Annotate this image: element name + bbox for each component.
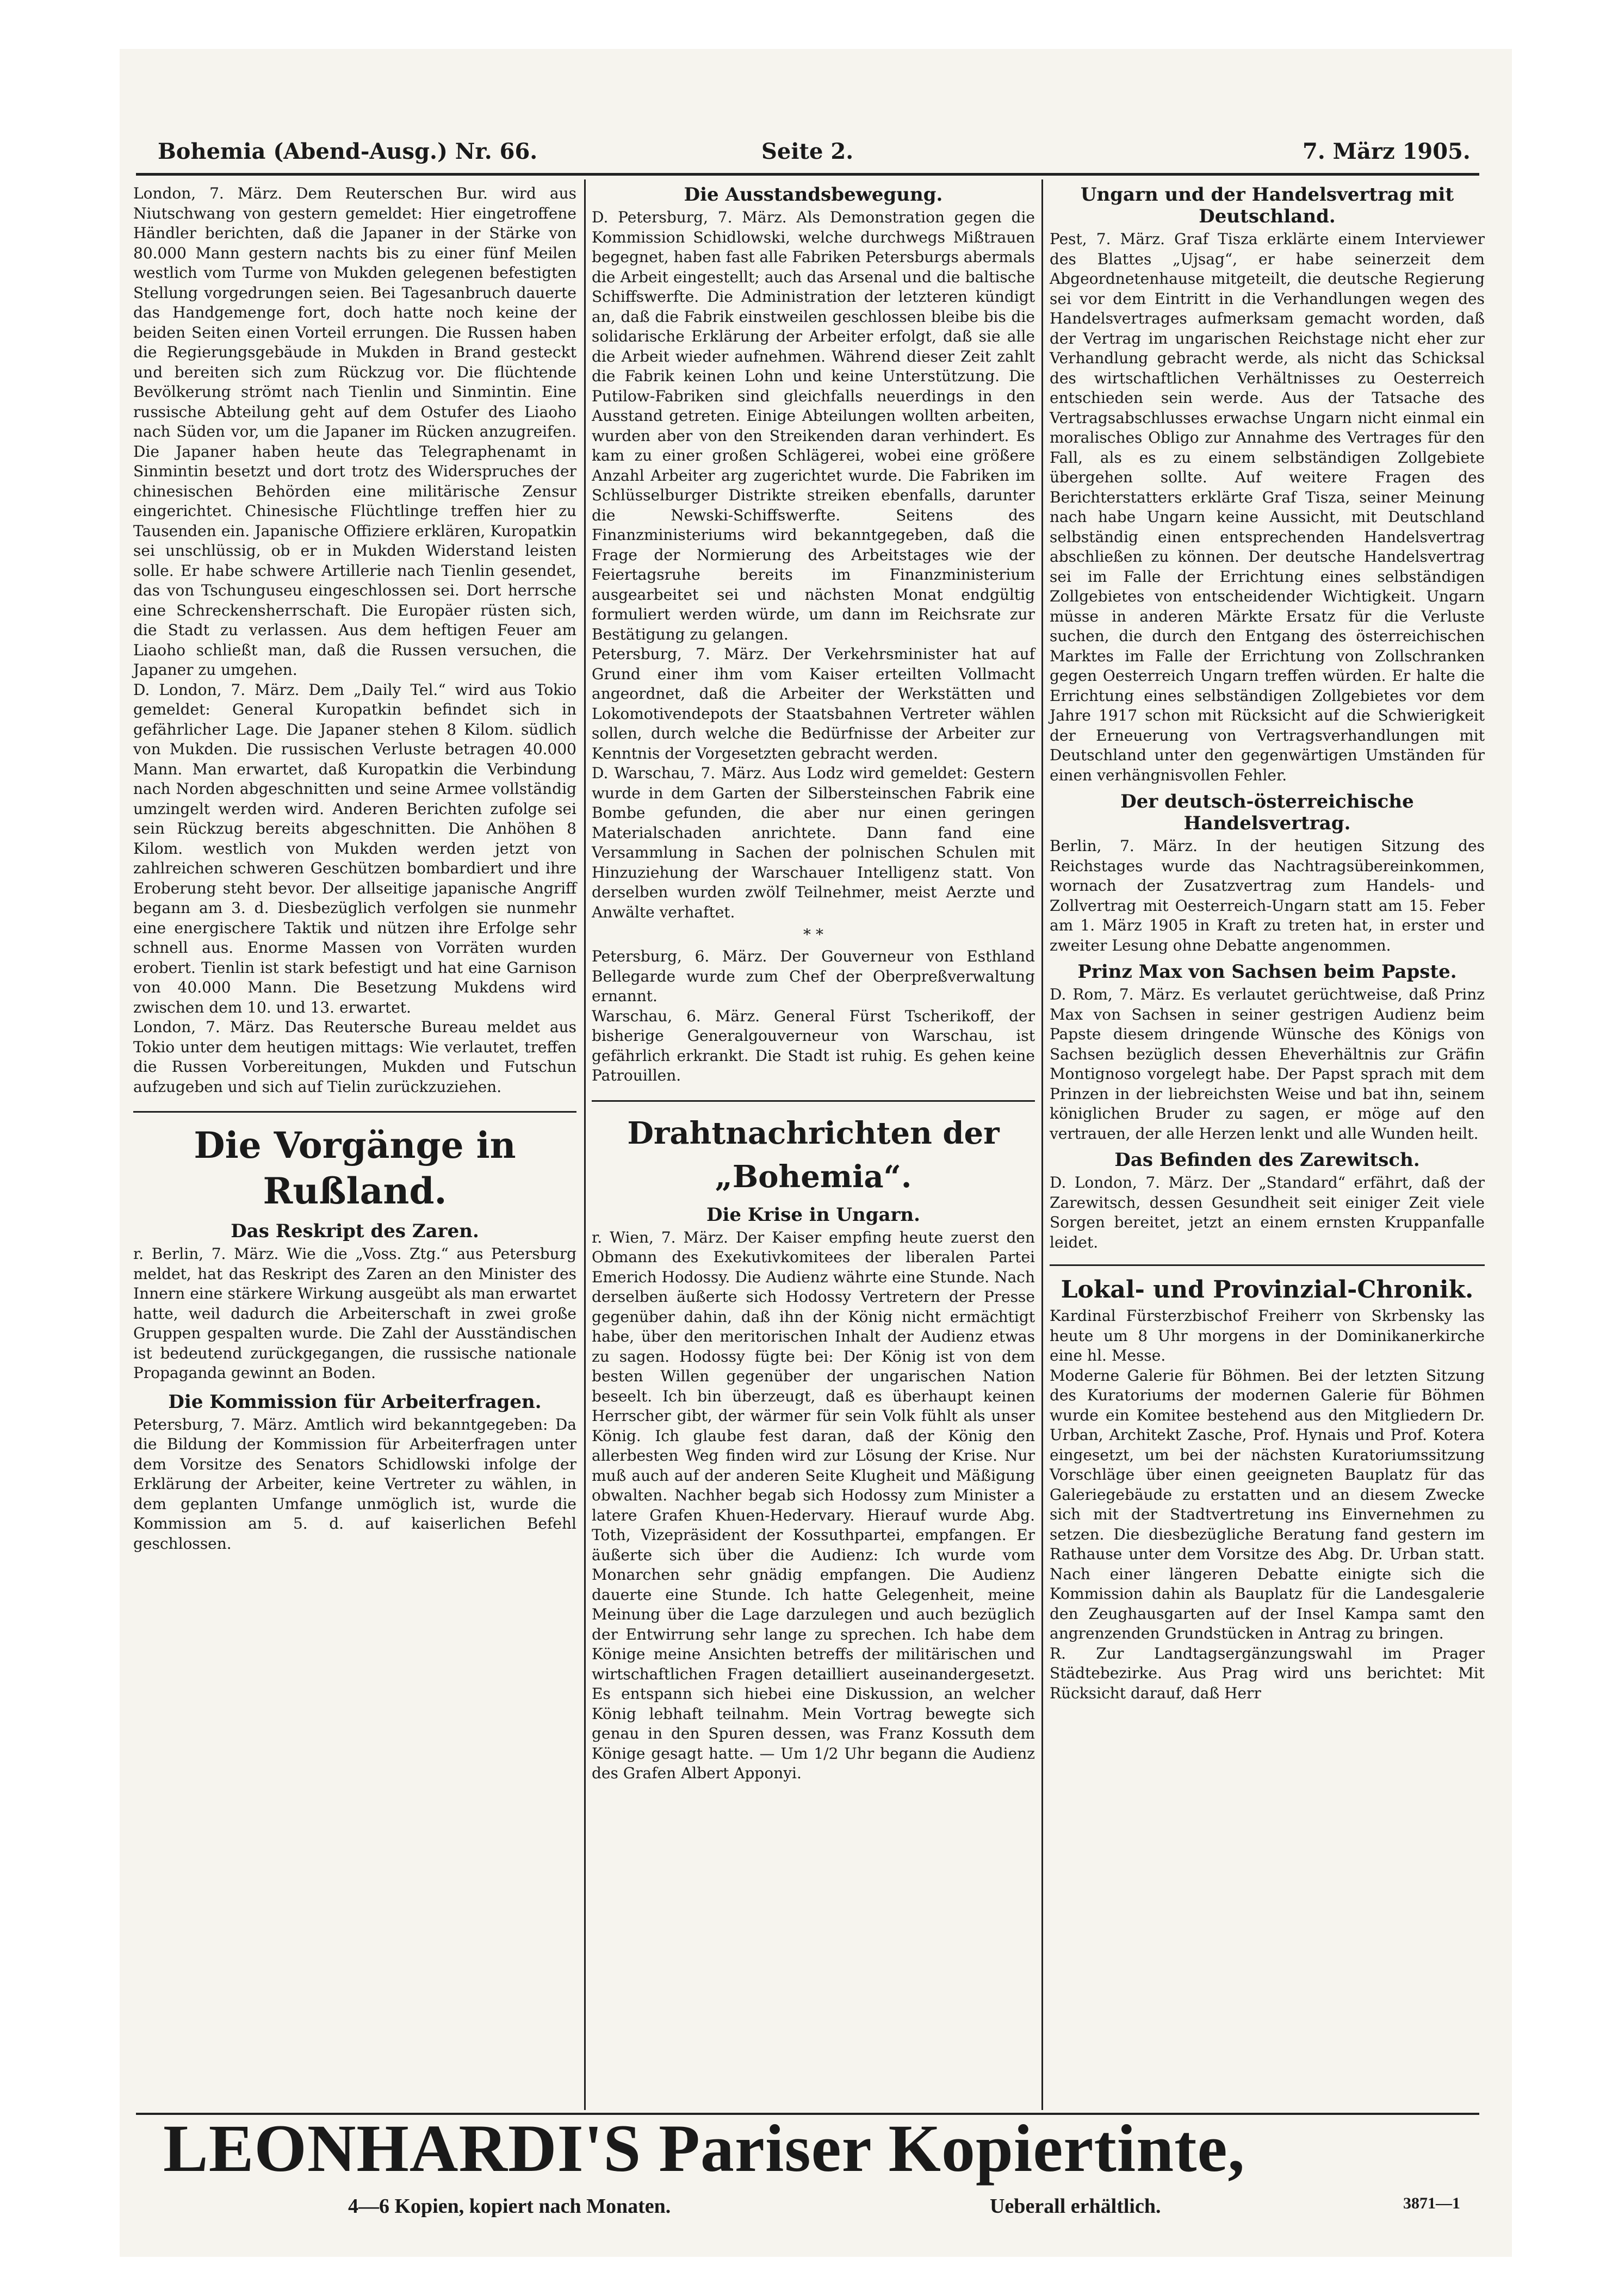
article-berlin-reskript: r. Berlin, 7. März. Wie die „Voss. Ztg.“ aus Petersburg meldet, hat das Reskript des Zaren an den Minister des Innern eine stärkere Wirkung ausgeübt als man erwartet hatte, weil dadurch die Arbeiterschaft in zwei große Gruppen gespalten wurde. Die Zahl der Ausständischen ist bedeutend zurückgegangen, die russische nationale Propaganda gewinnt an Boden.: [133, 1245, 576, 1382]
article-landtagswahl: R. Zur Landtagsergänzungswahl im Prager Städtebezirke. Aus Prag wird uns berichtet: Mit Rücksicht darauf, daß Herr: [1050, 1644, 1485, 1702]
section-heading-russia: Die Vorgänge in Rußland.: [194, 1124, 516, 1212]
section-heading-drahtnachrichten: Drahtnachrichten der „Bohemia“.: [627, 1115, 1000, 1195]
column-1: [133, 184, 576, 1554]
article-warschau-general: Warschau, 6. März. General Fürst Tscherikoff, der bisherige Generalgouverneur von Warschau, ist gefährlich erkrankt. Die Stadt ist ruhig. Es gehen keine Patrouillen.: [592, 1007, 1035, 1084]
section-divider: [592, 1100, 1035, 1102]
subheading-krise-ungarn: Die Krise in Ungarn.: [706, 1203, 920, 1226]
article-london-niutschwang: London, 7. März. Dem Reuterschen Bur. wird aus Niutschwang von gestern gemeldet: Hier eingetroffene Händler berichten, daß die Japaner in der Stärke von 80.000 Mann gestern nachts bis zu einer fünf Meilen westlich vom Turme von Mukden gelegenen befestigten Stellung vorgedrungen seien. Bei Tagesanbruch dauerte das Handgemenge fort, doch hatte noch keine der beiden Seiten einen Vorteil errungen. Die Russen haben die Regierungsgebäude in Mukden in Brand gesteckt und bereiten sich zum Rückzug vor. Die flüchtende Bevölkerung strömt nach Tienlin und Sinmintin. Eine russische Abteilung geht auf dem Ostufer des Liaoho nach Süden vor, um die Japaner im Rücken anzugreifen. Die Japaner haben heute das Telegraphenamt in Sinmintin besetzt und dort trotz des Widerspruches der chinesischen Behörden eine militärische Zensur eingerichtet. Chinesische Flüchtlinge treffen hier zu Tausenden ein. Japanische Offiziere erklären, Kuropatkin sei unschlüssig, ob er in Mukden Widerstand leisten solle. Er habe schwere Artillerie nach Tienlin gesendet, das von Tschunguseu eingeschlossen sei. Dort herrsche eine Schreckensherrschaft. Die Europäer rüsten sich, die Stadt zu verlassen. Aus dem heftigen Feuer am Liaoho schließt man, daß die Russen versuchen, die Japaner zu umgehen.: [133, 184, 576, 679]
column-2: [592, 184, 1035, 1784]
advert-availability: Ueberall erhältlich.: [990, 2195, 1161, 2218]
column-divider-1: [584, 179, 586, 2110]
article-warschau-lodz: D. Warschau, 7. März. Aus Lodz wird gemeldet: Gestern wurde in dem Garten der Silbersteinschen Fabrik eine Bombe gefunden, die aber nur einen geringen Materialschaden anrichtete. Dann fand eine Versammlung in Sachen der polnischen Schulen mit Hinzuziehung der Warschauer Intelligenz statt. Von derselben wurden zwölf Teilnehmer, meist Aerzte und Anwälte verhaftet.: [592, 764, 1035, 921]
subheading-ungarn-handelsvertrag: Ungarn und der Handelsvertrag mit Deutschland.: [1080, 184, 1454, 227]
subheading-kommission: Die Kommission für Arbeiterfragen.: [168, 1391, 542, 1413]
section-heading-lokal-chronik: Lokal- und Provinzial-Chronik.: [1061, 1276, 1474, 1304]
issue-date: 7. März 1905.: [1303, 139, 1471, 164]
section-divider: [1050, 1264, 1485, 1266]
header-rule: [136, 173, 1479, 176]
article-moderne-galerie: Moderne Galerie für Böhmen. Bei der letzten Sitzung des Kuratoriums der modernen Galerie für Böhmen wurde ein Komitee bestehend aus den Mitgliedern Dr. Urban, Architekt Zasche, Prof. Hynais und Prof. Kotera eingesetzt, um bei der nächsten Kuratoriumssitzung Vorschläge über einen geeigneten Bauplatz für das Galeriegebäude zu erstatten und an diesem Zwecke sich mit der Stadtvertretung ins Einvernehmen zu setzen. Die diesbezügliche Beratung fand gestern im Rathause unter dem Vorsitze des Abg. Dr. Urban statt. Nach einer längeren Debatte einigte sich die Kommission dahin als Bauplatz für die Landesgalerie den Zeughausgarten auf der Insel Kampa samt den angrenzenden Grundstücken in Antrag zu bringen.: [1050, 1366, 1485, 1642]
separator-stars: * *: [803, 926, 823, 944]
subheading-deutsch-oesterreichisch: Der deutsch-österreichische Handelsvertrag.: [1120, 791, 1414, 834]
masthead-issue: Bohemia (Abend-Ausg.) Nr. 66.: [158, 139, 538, 164]
article-wien-audienz: r. Wien, 7. März. Der Kaiser empfing heute zuerst den Obmann des Exekutivkomitees der liberalen Partei Emerich Hodossy. Die Audienz währte eine Stunde. Nach derselben äußerte sich Hodossy Vertretern der Presse gegenüber dahin, daß ihn der König nicht ermächtigt habe, über den meritorischen Inhalt der Audienz etwas zu sagen. Hodossy fügte bei: Der König ist von dem besten Willen gegenüber der ungarischen Nation beseelt. Ich bin überzeugt, daß es überhaupt keinen Herrscher gibt, der wärmer für sein Volk fühlt als unser König. Ich glaube fest daran, daß der König den allerbesten Weg finden wird zur Lösung der Krise. Nur muß auch auf der anderen Seite Klugheit und Mäßigung obwalten. Nachher begab sich Hodossy zum Minister a latere Grafen Khuen-Hedervary. Hierauf wurde Abg. Toth, Vizepräsident der Kossuthpartei, empfangen. Er äußerte sich über die Audienz: Ich wurde vom Monarchen sehr gnädig empfangen. Die Audienz dauerte eine Stunde. Ich hatte Gelegenheit, meine Meinung über die Lage darzulegen und auch bezüglich der Entwirrung sehr lange zu sprechen. Ich habe dem Könige meine Ansichten betreffs der militärischen und wirtschaftlichen Fragen detailliert auseinandergesetzt. Es entspann sich hiebei eine Diskussion, an welcher König lebhaft teilnahm. Mein Vortrag bewegte sich genau in den Spuren dessen, was Franz Kossuth dem Könige gesagt hatte. — Um 1/2 Uhr begann die Audienz des Grafen Albert Apponyi.: [592, 1228, 1035, 1782]
article-london-zarewitsch: D. London, 7. März. Der „Standard“ erfährt, daß der Zarewitsch, dessen Gesundheit seit einiger Zeit viele Sorgen bereitet, jetzt an einem ernsten Kruppanfalle leidet.: [1050, 1174, 1485, 1251]
article-berlin-reichstag: Berlin, 7. März. In der heutigen Sitzung des Reichstages wurde das Nachtragsübereinkommen, wornach der Zusatzvertrag zum Handels- und Zollvertrag mit Oesterreich-Ungarn statt am 15. Feber am 1. März 1905 in Kraft zu treten hat, in erster und zweiter Lesung ohne Debatte angenommen.: [1050, 837, 1485, 954]
subheading-prinz-max: Prinz Max von Sachsen beim Papste.: [1077, 961, 1457, 983]
advert-copies-note: 4—6 Kopien, kopiert nach Monaten.: [348, 2195, 671, 2218]
article-pest-tisza: Pest, 7. März. Graf Tisza erklärte einem Interviewer des Blattes „Ujsag“, er habe seinerzeit dem Abgeordnetenhause mitgeteilt, die deutsche Regierung sei vor dem Eintritt in die Verhandlungen wegen des Handelsvertrages aufmerksam gemacht worden, daß der Vertrag im ungarischen Reichstage nicht eher zur Verhandlung gebracht werde, als nicht das Schicksal des wirtschaftlichen Verhältnisses zu Oesterreich entschieden sein werde. Aus der Tatsache des Vertragsabschlusses erwachse Ungarn nicht einmal ein moralisches Obligo zur Annahme des Vertrages für den Fall, als es zu einem selbständigen Zollgebiete übergehen sollte. Auf weitere Fragen des Berichterstatters erklärte Graf Tisza, seiner Meinung nach habe Ungarn keine Aussicht, mit Deutschland selbständig einen entsprechenden Handelsvertrag abschließen zu können. Der deutsche Handelsvertrag sei im Falle der Errichtung eines selbständigen Zollgebietes von entscheidender Wichtigkeit. Ungarn müsse in anderen Märkte Ersatz für die Verluste suchen, die durch den Entgang des österreichischen Marktes im Falle der Errichtung von Zollschranken gegen Oesterreich Ungarn treffen würden. Er halte die Errichtung eines selbständigen Zollgebietes vor dem Jahre 1917 schon mit Rücksicht auf die Schwierigkeit der Erneuerung von Vertragsverhandlungen mit Deutschland unter den gegenwärtigen Umständen für einen verhängnisvollen Fehler.: [1050, 230, 1485, 784]
article-petersburg-demonstration: D. Petersburg, 7. März. Als Demonstration gegen die Kommission Schidlowski, welche durchwegs Mißtrauen begegnet, haben fast alle Fabriken Petersburgs abermals die Arbeit eingestellt; auch das Arsenal und die baltische Schiffswerfte. Die Administration der letzteren kündigt an, daß die Fabrik einstweilen geschlossen bleibe bis die solidarische Erklärung der Arbeiter erfolgt, daß sie alle die Arbeit wieder aufnehmen. Während dieser Zeit zahlt die Fabrik keinen Lohn und keine Unterstützung. Die Putilow-Fabriken sind gleichfalls neuerdings in den Ausstand getreten. Einige Abteilungen wollten arbeiten, wurden aber von den Streikenden daran verhindert. Es kam zu einer großen Schlägerei, wobei eine größere Anzahl Arbeiter arg zugerichtet wurde. Die Fabriken im Schlüsselburger Distrikte streiken ebenfalls, darunter die Newski-Schiffswerfte. Seitens des Finanzministeriums wird bekanntgegeben, daß die Frage der Normierung des Arbeitstages wie der Feiertagsruhe bereits im Finanzministerium ausgearbeitet sei und nächsten Monat endgültig formuliert werden würde, um dann im Reichsrate zur Bestätigung zu gelangen.: [592, 208, 1035, 643]
article-petersburg-kommission: Petersburg, 7. März. Amtlich wird bekanntgegeben: Da die Bildung der Kommission für Arbeiterfragen unter dem Vorsitze des Senators Schidlowski infolge der Erklärung der Arbeiter, keine Vertreter zu wählen, in dem geplanten Umfange unmöglich ist, wurde die Kommission am 5. d. auf kaiserlichen Befehl geschlossen.: [133, 1415, 576, 1553]
subheading-ausstand: Die Ausstandsbewegung.: [684, 184, 943, 206]
article-petersburg-verkehrsminister: Petersburg, 7. März. Der Verkehrsminister hat auf Grund einer ihm vom Kaiser erteilten Vollmacht angeordnet, daß die Arbeiter der Werkstätten und Lokomotivendepots der Staatsbahnen Vertreter wählen sollen, durch welche die Bedürfnisse der Arbeiter zur Kenntnis der Vorgesetzten gebracht werden.: [592, 645, 1035, 762]
column-divider-2: [1041, 179, 1043, 2110]
advert-leonhardi-title: LEONHARDI'S Pariser Kopiertinte,: [163, 2111, 1245, 2186]
article-petersburg-gouverneur: Petersburg, 6. März. Der Gouverneur von Esthland Bellegarde wurde zum Chef der Oberpreßverwaltung ernannt.: [592, 947, 1035, 1005]
article-rom-prinz-max: D. Rom, 7. März. Es verlautet gerüchtweise, daß Prinz Max von Sachsen in seiner gestrigen Audienz beim Papste diesem dringende Wünsche des Königs von Sachsen bezüglich dessen Eheverhältnis zur Gräfin Montignoso vorgelegt habe. Der Papst sprach mit dem Prinzen in der liebreichsten Weise und bat ihn, seinem königlichen Bruder zu sagen, er möge auf den vertrauen, der alle Herzen lenkt und alle Wunden heilt.: [1050, 985, 1485, 1143]
article-london-daily-tel: D. London, 7. März. Dem „Daily Tel.“ wird aus Tokio gemeldet: General Kuropatkin befindet sich in gefährlicher Lage. Die Japaner stehen 8 Kilom. südlich von Mukden. Die russischen Verluste betragen 40.000 Mann. Man erwartet, daß Kuropatkin die Verbindung nach Norden abgeschnitten und seine Armee vollständig umzingelt werden wird. Anderen Berichten zufolge sei sein Rückzug bereits abgeschnitten. Die Anhöhen 8 Kilom. westlich von Mukden werden jetzt von zahlreichen schweren Geschützen bombardiert und ihre Eroberung steht bevor. Der allseitige japanische Angriff begann am 3. d. Diesbezüglich verfolgen sie nunmehr eine energischere Taktik und nützen ihre Erfolge sehr schnell aus. Enorme Massen von Vorräten wurden erobert. Tienlin ist stark befestigt und hat eine Garnison von 40.000 Mann. Die Besetzung Mukdens wird zwischen dem 10. und 13. erwartet.: [133, 680, 576, 1016]
column-3: [1050, 184, 1485, 1703]
article-kardinal: Kardinal Fürsterzbischof Freiherr von Skrbensky las heute um 8 Uhr morgens in der Dominikanerkirche eine hl. Messe.: [1050, 1307, 1485, 1364]
subheading-zarewitsch: Das Befinden des Zarewitsch.: [1114, 1149, 1420, 1171]
subheading-reskript: Das Reskript des Zaren.: [231, 1220, 479, 1242]
advert-code: 3871—1: [1403, 2194, 1460, 2212]
page-number: Seite 2.: [761, 139, 854, 164]
article-london-reuter: London, 7. März. Das Reutersche Bureau meldet aus Tokio unter dem heutigen mittags: Wie verlautet, treffen die Russen Vorbereitungen, Mukden und Futschun aufzugeben und sich auf Tielin zurückzuziehen.: [133, 1018, 576, 1096]
section-divider: [133, 1111, 576, 1113]
